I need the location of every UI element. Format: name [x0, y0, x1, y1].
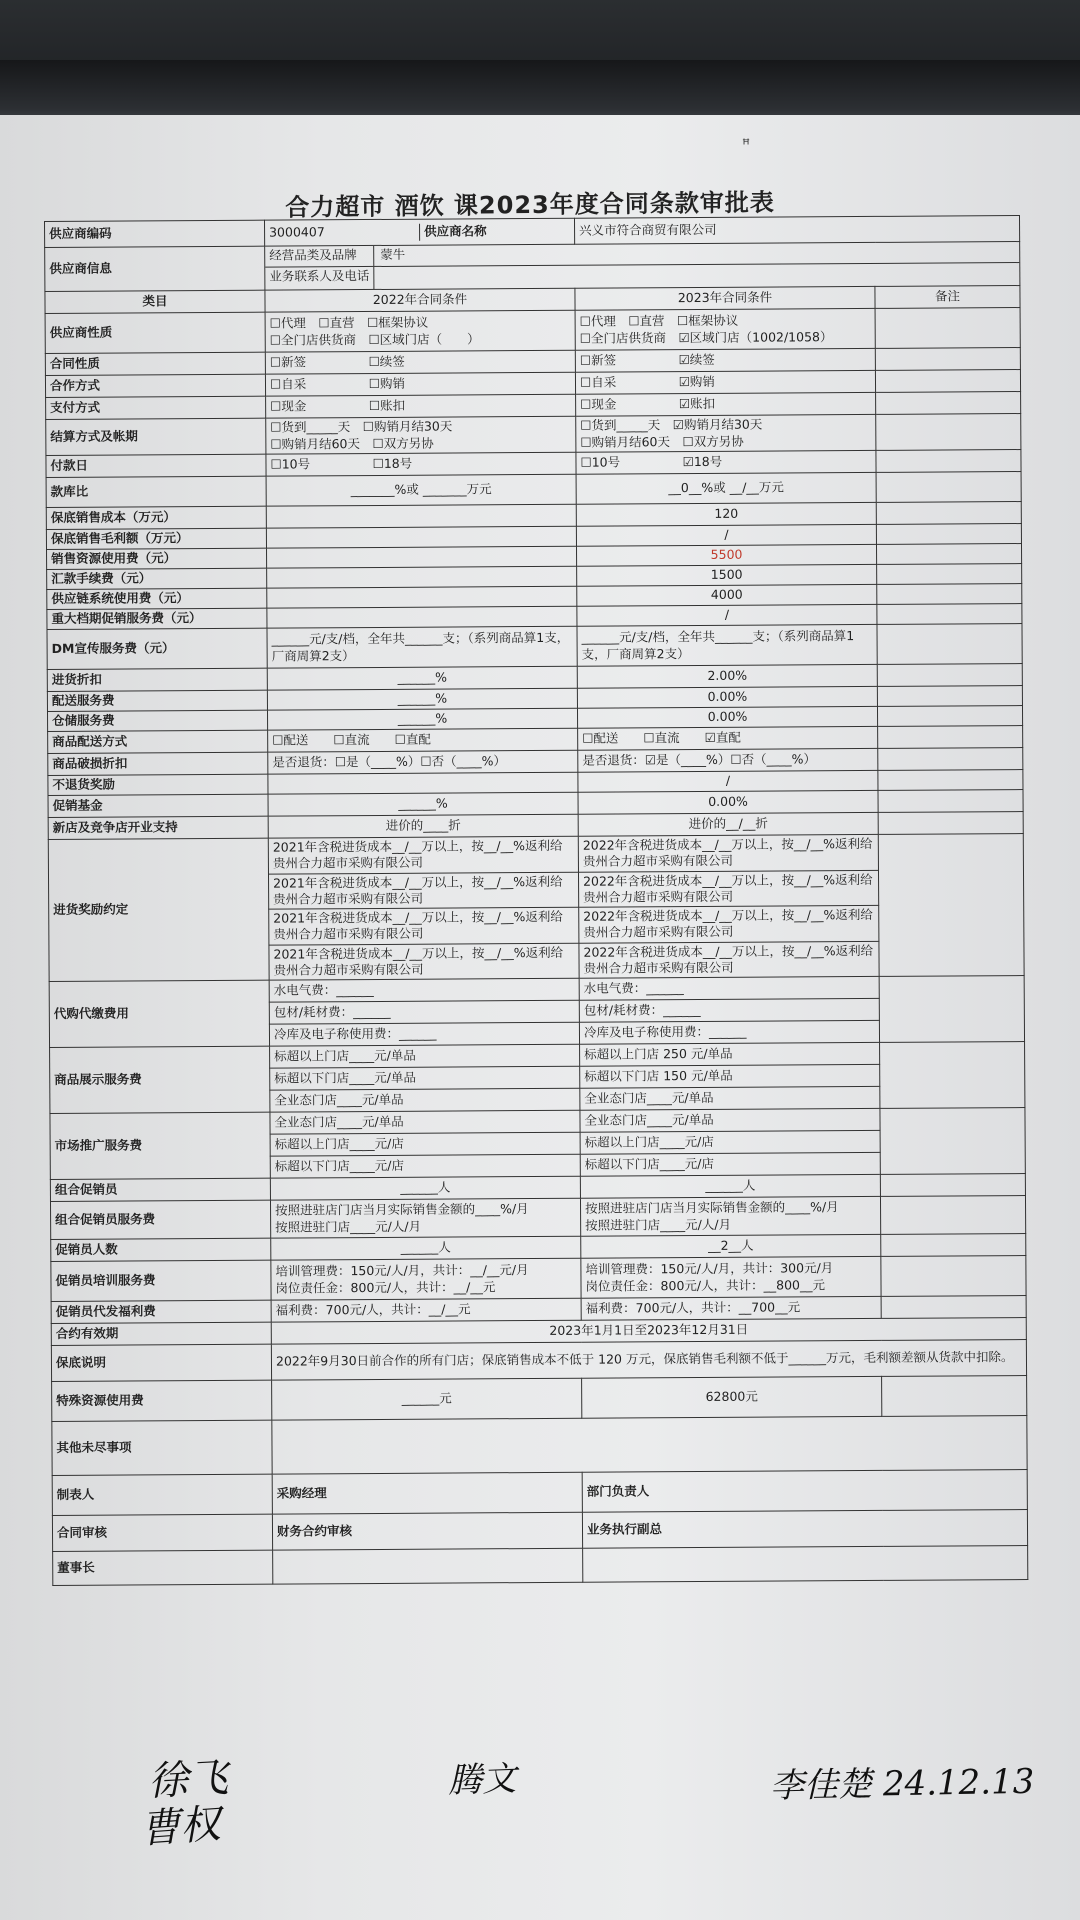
row-label: 销售资源使用费（元）	[47, 548, 267, 569]
cell-note	[877, 664, 1022, 687]
cell-2022: ☐新签 ☐续签	[265, 350, 575, 374]
signature-buyer: 腾文	[447, 1758, 517, 1802]
cell-2023: 2022年含税进货成本__/__万以上，按__/__%返利给贵州合力超市采购有限公司	[579, 905, 879, 942]
cell-2022	[266, 526, 576, 548]
cell-2022: 标超以上门店____元/店	[270, 1132, 580, 1156]
cell-2023: 标超以下门店____元/店	[580, 1152, 880, 1176]
cell-2022: 包材/耗材费：______	[269, 1000, 579, 1024]
form-row	[51, 1340, 1026, 1382]
cell-note	[881, 1234, 1026, 1257]
form-row	[48, 834, 1023, 875]
cell-2022: ☐现金 ☐账扣	[266, 394, 576, 418]
cell-2023: 进价的__/__折	[578, 812, 878, 836]
form-row	[46, 414, 1021, 456]
cell-2022	[267, 566, 577, 588]
row-label: 商品破损折扣	[48, 752, 268, 775]
cell-2023: 包材/耗材费：______	[579, 998, 879, 1022]
cell-note	[877, 584, 1022, 605]
row-label: 付款日	[46, 454, 266, 477]
cell-2023: 120	[576, 502, 876, 526]
cell-2023: 标超以上门店____元/店	[580, 1130, 880, 1154]
cell-2023: 0.00%	[577, 686, 877, 708]
col-2023: 2023年合同条件	[575, 286, 875, 310]
cell-2022	[267, 586, 577, 608]
cell-2023: 0.00%	[577, 706, 877, 728]
cell-note	[876, 524, 1021, 545]
col-2022: 2022年合同条件	[265, 288, 575, 312]
cell-note	[877, 686, 1022, 707]
row-label: 进货奖励约定	[48, 838, 269, 981]
cell-note	[877, 706, 1022, 727]
cell-2023: 1500	[577, 564, 877, 586]
cell-2023: ☐现金 ☑账扣	[576, 392, 876, 416]
row-label: 商品展示服务费	[50, 1046, 270, 1113]
row-label: 供应商性质	[45, 312, 265, 353]
cell-note	[878, 726, 1023, 749]
row-label: 结算方式及帐期	[46, 418, 266, 455]
row-label: 组合促销员服务费	[50, 1200, 270, 1239]
cell-2022: 进价的____折	[268, 814, 578, 838]
cell-2023: 标超以下门店 150 元/单品	[580, 1064, 880, 1088]
row-label: 合作方式	[45, 374, 265, 397]
cell-2023: 2.00%	[577, 664, 877, 688]
row-label: 款库比	[46, 476, 266, 507]
form-row	[52, 1376, 1027, 1422]
sign-label: 制表人	[52, 1474, 272, 1515]
category-brand-label: 经营品类及品牌	[265, 246, 374, 267]
cell-2022: 福利费：700元/人，共计：__/__元	[271, 1298, 581, 1322]
cell-2022	[267, 606, 577, 628]
form-row	[45, 308, 1020, 354]
row-label: 合约有效期	[51, 1322, 271, 1345]
cell-note	[880, 1108, 1025, 1175]
cell-note	[880, 1042, 1025, 1109]
row-label: DM宣传服务费（元）	[47, 628, 267, 669]
row-label: 汇款手续费（元）	[47, 568, 267, 589]
cell-2022: 2021年含税进货成本__/__万以上，按__/__%返利给贵州合力超市采购有限公司	[268, 836, 578, 873]
cell-note	[876, 502, 1021, 525]
cell-2022	[268, 772, 578, 794]
cell-note	[878, 790, 1023, 813]
row-label: 商品配送方式	[48, 730, 268, 753]
col-item: 类目	[45, 290, 265, 313]
cell-2022: ______%	[267, 688, 577, 710]
cell-2022: 水电气费：______	[269, 978, 579, 1002]
cell-note	[880, 1174, 1025, 1197]
cell-2022: 2021年含税进货成本__/__万以上，按__/__%返利给贵州合力超市采购有限公司	[269, 943, 579, 980]
supplier-code-label: 供应商编码	[45, 220, 265, 247]
cell-2022: ☐货到_____天 ☐购销月结30天 ☐购销月结60天 ☐双方另协	[266, 416, 576, 454]
row-label: 保底销售毛利额（万元）	[46, 528, 266, 549]
cell-note	[881, 1256, 1026, 1297]
cell-2022: 冷库及电子称使用费：______	[269, 1022, 579, 1046]
form-table	[44, 215, 1028, 1586]
corner-mark: ꟸ	[742, 137, 751, 153]
supplier-name: 兴义市符合商贸有限公司	[574, 216, 1019, 245]
cell-note	[881, 1296, 1026, 1319]
cell-note	[878, 748, 1023, 771]
cell-2022: 全业态门店____元/单品	[270, 1110, 580, 1134]
cell-2022: ☐代理 ☐直营 ☐框架协议 ☐全门店供货商 ☐区域门店（ ）	[265, 310, 575, 352]
cell-note	[875, 308, 1020, 349]
form-row	[50, 1196, 1025, 1240]
cell-note	[876, 472, 1021, 503]
sign-label: 采购经理	[272, 1472, 582, 1514]
cell-note	[878, 834, 1024, 977]
sign-label	[583, 1546, 1028, 1583]
supplier-code-cell	[264, 218, 574, 246]
cell-2023: __0__%或 __/__万元	[576, 472, 876, 504]
contact-label: 业务联系人及电话	[265, 267, 374, 290]
cell-note	[877, 564, 1022, 585]
row-label: 进货折扣	[47, 668, 267, 691]
sign-label: 财务合约审核	[272, 1512, 582, 1550]
cell-2023: 0.00%	[578, 790, 878, 814]
cell-2023: ☐新签 ☑续签	[575, 348, 875, 372]
cell-2023: ☐10号 ☑18号	[576, 450, 876, 474]
row-label: 促销员培训服务费	[51, 1260, 271, 1301]
cell-2022: ______%	[268, 792, 578, 816]
cell-2022: ☐配送 ☐直流 ☐直配	[268, 728, 578, 752]
col-note: 备注	[875, 286, 1020, 309]
row-label: 新店及竞争店开业支持	[48, 816, 268, 839]
cell-2023: ☐自采 ☑购销	[575, 370, 875, 394]
cell-2022: ______元	[272, 1378, 582, 1420]
cell-2023: 4000	[577, 584, 877, 606]
cell-note	[876, 392, 1021, 415]
cell-2022: 2021年含税进货成本__/__万以上，按__/__%返利给贵州合力超市采购有限公司	[268, 872, 578, 909]
cell-2022: ☐10号 ☐18号	[266, 452, 576, 476]
cell-2022: ______人	[271, 1236, 581, 1260]
row-label: 市场推广服务费	[50, 1112, 270, 1179]
cell-2023: /	[577, 604, 877, 626]
cell-2023: ☐代理 ☐直营 ☐框架协议 ☐全门店供货商 ☑区域门店（1002/1058）	[575, 308, 875, 350]
cell-2023: 2022年含税进货成本__/__万以上，按__/__%返利给贵州合力超市采购有限公司	[579, 941, 879, 978]
sign-label: 部门负责人	[582, 1470, 1027, 1513]
cell-2022: ______%	[267, 708, 577, 730]
cell-2023: 按照进驻店门店当月实际销售金额的____%/月 按照进驻门店____元/人/月	[580, 1196, 880, 1236]
cell-2023: /	[578, 770, 878, 792]
signature-maker: 徐飞	[147, 1754, 230, 1806]
supplier-info-label: 供应商信息	[45, 246, 265, 291]
row-label: 保底销售成本（万元）	[46, 506, 266, 529]
cell-note	[877, 624, 1022, 665]
sign-label: 合同审核	[52, 1514, 272, 1551]
cell-2023: 培训管理费：150元/人/月，共计：300元/月 岗位责任金：800元/人，共计：__800__元	[581, 1256, 881, 1298]
cell-2022: 是否退货：☐是（____%）☐否（____%）	[268, 750, 578, 774]
form-row	[47, 624, 1022, 670]
row-label: 促销员人数	[51, 1238, 271, 1261]
cell-2022	[267, 546, 577, 568]
cell-note	[877, 604, 1022, 625]
row-value	[272, 1416, 1027, 1475]
cell-2023: 62800元	[582, 1376, 882, 1418]
cell-note	[876, 544, 1021, 565]
approval-form	[30, 185, 1030, 1815]
cell-note	[878, 812, 1023, 835]
cell-2023: __2__人	[581, 1234, 881, 1258]
cell-2022: ______%	[267, 666, 577, 690]
brand-value: 蒙牛	[380, 246, 406, 262]
cell-note	[875, 370, 1020, 393]
cell-2022: 按照进驻店门店当月实际销售金额的____%/月 按照进驻门店____元/人/月	[270, 1198, 580, 1238]
sign-label	[273, 1548, 583, 1584]
signature-review: 曹权	[138, 1801, 222, 1853]
row-label: 其他未尽事项	[52, 1420, 272, 1475]
cell-2022: 标超以下门店____元/单品	[270, 1066, 580, 1090]
cell-2023: 全业态门店____元/单品	[580, 1108, 880, 1132]
cell-2023: ______元/支/档，全年共______支；（系列商品算1支，厂商周算2支）	[577, 624, 877, 666]
supplier-info-cell	[265, 242, 1020, 291]
cell-2022: ______元/支/档，全年共______支；（系列商品算1支，厂商周算2支）	[267, 626, 577, 668]
cell-2023: ☐货到_____天 ☑购销月结30天 ☐购销月结60天 ☐双方另协	[576, 414, 876, 452]
form-title: 合力超市 酒饮 课2023年度合同条款审批表	[285, 188, 775, 222]
row-label: 代购代缴费用	[49, 980, 269, 1047]
cell-2023: 2022年含税进货成本__/__万以上，按__/__%返利给贵州合力超市采购有限公司	[578, 870, 878, 907]
cell-2022: ☐自采 ☐购销	[265, 372, 575, 396]
cell-2022: 标超以下门店____元/店	[270, 1154, 580, 1178]
row-label: 组合促销员	[50, 1178, 270, 1201]
row-label: 供应链系统使用费（元）	[47, 588, 267, 609]
row-label: 支付方式	[46, 396, 266, 419]
row-label: 仓储服务费	[47, 710, 267, 731]
row-label: 特殊资源使用费	[52, 1380, 272, 1421]
cell-2022: _______%或 _______万元	[266, 474, 576, 506]
cell-note	[876, 414, 1021, 451]
cell-note	[880, 1196, 1025, 1235]
row-label: 保底说明	[51, 1344, 271, 1381]
sign-label: 业务执行副总	[582, 1510, 1027, 1549]
cell-2023: ☐配送 ☐直流 ☑直配	[578, 726, 878, 750]
form-row	[52, 1416, 1027, 1476]
signature-row	[52, 1510, 1027, 1552]
cell-2022: 2021年含税进货成本__/__万以上，按__/__%返利给贵州合力超市采购有限公司	[269, 907, 579, 944]
cell-2023: 全业态门店____元/单品	[580, 1086, 880, 1110]
cell-note	[876, 450, 1021, 473]
row-label: 促销员代发福利费	[51, 1300, 271, 1323]
cell-2023: 是否退货：☑是（____%）☐否（____%）	[578, 748, 878, 772]
cell-2022: 全业态门店____元/单品	[270, 1088, 580, 1112]
cell-2023: ______人	[580, 1174, 880, 1198]
cell-2022: 培训管理费：150元/人/月，共计：__/__元/月 岗位责任金：800元/人，共计：__/__元	[271, 1258, 581, 1300]
row-label: 重大档期促销服务费（元）	[47, 608, 267, 629]
signature-dept: 李佳楚 24.12.13	[769, 1761, 1035, 1807]
cell-2023: 水电气费：______	[579, 976, 879, 1000]
row-label: 配送服务费	[47, 690, 267, 711]
row-label: 促销基金	[48, 794, 268, 817]
cell-2023: 福利费：700元/人，共计：__700__元	[581, 1296, 881, 1320]
sign-label: 董事长	[53, 1550, 273, 1585]
cell-note	[882, 1376, 1027, 1417]
row-value: 2022年9月30日前合作的所有门店；保底销售成本不低于 120 万元，保底销售毛利额不低于______万元，毛利额差额从货款中扣除。	[271, 1340, 1026, 1381]
cell-2022: ______人	[270, 1176, 580, 1200]
cell-2022: 标超以上门店____元/单品	[270, 1044, 580, 1068]
cell-2023: 2022年含税进货成本__/__万以上，按__/__%返利给贵州合力超市采购有限公司	[578, 834, 878, 871]
cell-note	[875, 348, 1020, 371]
cell-note	[879, 976, 1024, 1043]
cell-2023: 5500	[576, 544, 876, 566]
supplier-code: 3000407	[269, 224, 325, 241]
cell-note	[878, 770, 1023, 791]
form-row	[51, 1256, 1026, 1302]
row-label: 合同性质	[45, 352, 265, 375]
supplier-name-label: 供应商名称	[419, 223, 574, 240]
signature-row	[52, 1470, 1027, 1516]
row-label: 不退货奖励	[48, 774, 268, 795]
signature-row	[53, 1546, 1028, 1586]
cell-2022	[266, 504, 576, 528]
cell-2023: /	[576, 524, 876, 546]
row-value: 2023年1月1日至2023年12月31日	[271, 1318, 1026, 1345]
cell-2023: 冷库及电子称使用费：______	[579, 1020, 879, 1044]
cell-2023: 标超以上门店 250 元/单品	[580, 1042, 880, 1066]
